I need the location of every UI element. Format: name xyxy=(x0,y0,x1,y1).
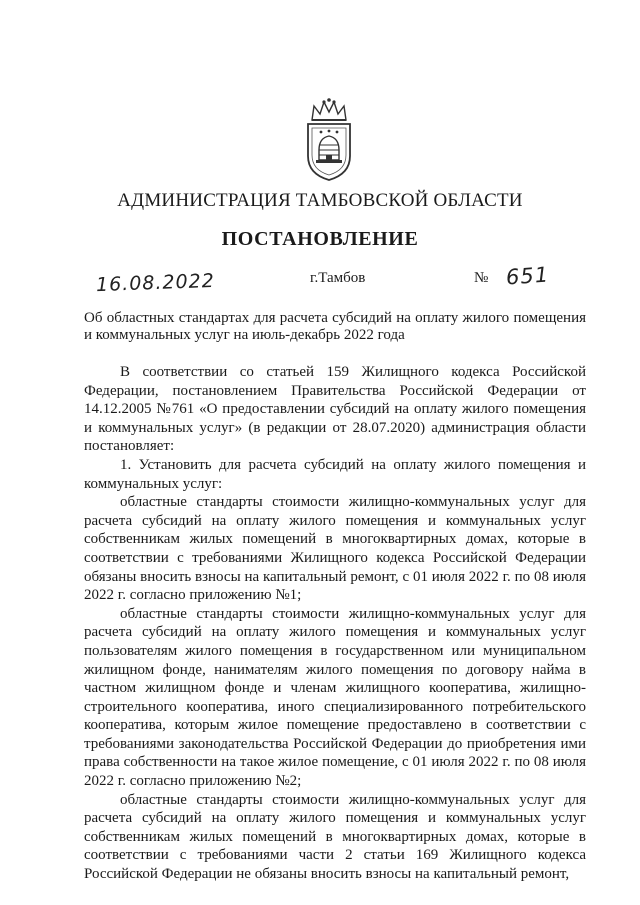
document-body xyxy=(84,363,586,884)
organization-title: АДМИНИСТРАЦИЯ ТАМБОВСКОЙ ОБЛАСТИ xyxy=(117,190,523,211)
number-sign: № xyxy=(474,270,489,286)
tambov-coat-of-arms-icon xyxy=(304,98,354,182)
handwritten-number: 651 xyxy=(505,262,550,290)
body-paragraph: областные стандарты стоимости жилищно-коммунальных услуг для расчета субсидий на оплату жилого помещения и коммунальных услуг собственникам жилых помещений в многоквартирных домах, которые в соответствии с требованиями Жилищного кодекса Российской Федерации обязаны вносить взносы на капитальный ремонт, с 01 июля 2022 г. по 08 июля 2022 г. согласно приложению №1; xyxy=(84,494,586,604)
city-label: г.Тамбов xyxy=(310,270,366,286)
document-subject: Об областных стандартах для расчета субсидий на оплату жилого помещения и коммунальных услуг на июль-декабрь 2022 года xyxy=(84,310,586,343)
body-paragraph: областные стандарты стоимости жилищно-коммунальных услуг для расчета субсидий на оплату жилого помещения и коммунальных услуг пользователям жилого помещения в государственном или муниципальном жилищном фонде, нанимателям жилого помещения по договору найма в частном жилищном фонде и членам жилищного кооператива, жилищно-строительного кооператива, иного специализированного потребительского кооператива, которым жилое помещение предоставлено в соответствии с требованиями законодательства Российской Федерации до приобретения ими права собственности на такое жилое помещение, с 01 июля 2022 г. по 08 июля 2022 г. согласно приложению №2; xyxy=(84,605,586,790)
handwritten-date: 16.08.2022 xyxy=(95,269,216,297)
body-paragraph: В соответствии со статьей 159 Жилищного кодекса Российской Федерации, постановлением Правительства Российской Федерации от 14.12.2005 №761 «О предоставлении субсидий на оплату жилого помещения и коммунальных услуг» (в редакции от 28.07.2020) администрация области постановляет: xyxy=(84,364,586,455)
document-type-title: ПОСТАНОВЛЕНИЕ xyxy=(221,228,419,250)
body-paragraph: 1. Установить для расчета субсидий на оплату жилого помещения и коммунальных услуг: xyxy=(84,456,586,492)
body-paragraph: областные стандарты стоимости жилищно-коммунальных услуг для расчета субсидий на оплату жилого помещения и коммунальных услуг собственникам жилых помещений в многоквартирных домах, которые в соответствии с требованиями части 2 статьи 169 Жилищного кодекса Российской Федерации не обязаны вносить взносы на капитальный ремонт, xyxy=(84,791,586,883)
